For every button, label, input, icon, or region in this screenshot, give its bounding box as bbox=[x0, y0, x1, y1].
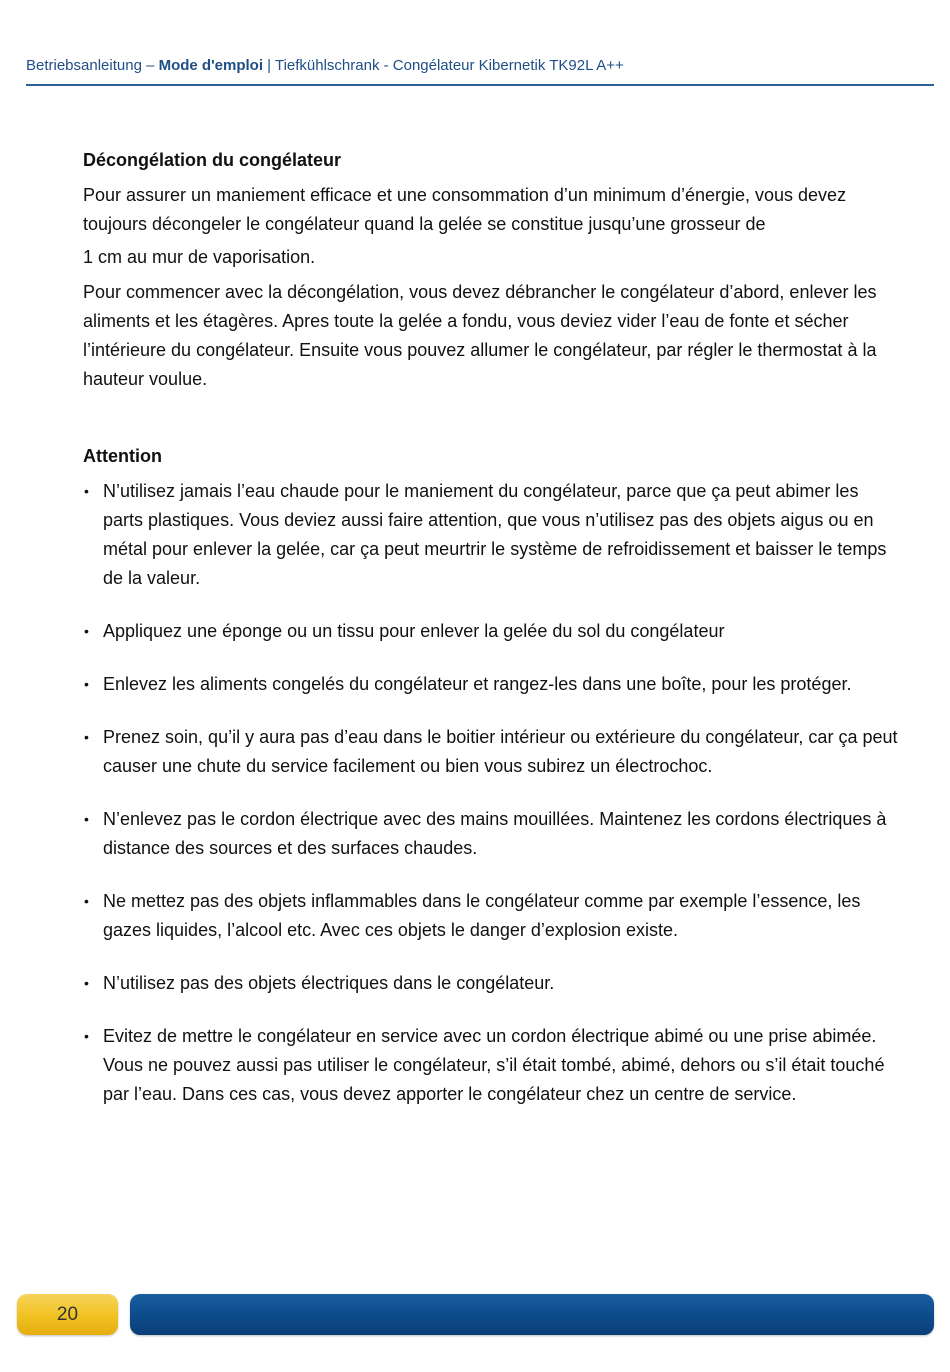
footer-bar bbox=[130, 1294, 934, 1335]
page-number: 20 bbox=[56, 1303, 79, 1325]
list-item-text: N’utilisez pas des objets électriques dans le congélateur. bbox=[103, 973, 555, 993]
list-item-text: N’utilisez jamais l’eau chaude pour le maniement du congélateur, parce que ça peut abimer les parts plastiques. Vous deviez aussi faire attention, que vous n’utilisez pas des objets aigus ou en métal pour enlever la gelée, car ça peut meurtrir le système de refroidissement et baisser le temps de la valeur. bbox=[103, 481, 887, 588]
running-header bbox=[26, 57, 624, 74]
list-item-text: Appliquez une éponge ou un tissu pour enlever la gelée du sol du congélateur bbox=[103, 621, 725, 641]
bullet-icon: • bbox=[84, 893, 89, 909]
page-content bbox=[83, 146, 898, 1133]
list-item-text: Prenez soin, qu’il y aura pas d’eau dans le boitier intérieur ou extérieure du congélateur, car ça peut causer une chute du service facilement ou bien vous subirez un électrochoc. bbox=[103, 727, 898, 776]
defrost-paragraph-2: Pour commencer avec la décongélation, vous devez débrancher le congélateur d’abord, enlever les aliments et les étagères. Apres toute la gelée a fondu, vous deviez vider l’eau de fonte et sécher l’intérieure du congélateur. Ensuite vous pouvez allumer le congélateur, par régler le thermostat à la hauteur voulue. bbox=[83, 282, 877, 389]
defrost-paragraph-1: Pour assurer un maniement efficace et une consommation d’un minimum d’énergie, vous devez toujours décongeler le congélateur quand la gelée se constitue jusqu’une grosseur de bbox=[83, 185, 847, 234]
header-divider bbox=[26, 84, 934, 86]
list-item bbox=[83, 1022, 898, 1109]
list-item bbox=[83, 887, 898, 945]
bullet-icon: • bbox=[84, 975, 89, 991]
list-item bbox=[83, 969, 898, 998]
list-item-text: Ne mettez pas des objets inflammables dans le congélateur comme par exemple l’essence, les gazes liquides, l’alcool etc. Avec ces objets le danger d’explosion existe. bbox=[103, 891, 861, 940]
bullet-icon: • bbox=[84, 729, 89, 745]
page-number-badge bbox=[17, 1294, 118, 1335]
header-product: | Tiefkühlschrank - Congélateur Kibernetik TK92L A++ bbox=[263, 57, 624, 74]
list-item bbox=[83, 477, 898, 593]
header-title-fr: Mode d'emploi bbox=[158, 57, 263, 74]
attention-list bbox=[83, 477, 898, 1109]
section-heading-attention: Attention bbox=[83, 446, 162, 466]
list-item-text: Evitez de mettre le congélateur en service avec un cordon électrique abimé ou une prise abimée. Vous ne pouvez aussi pas utiliser le congélateur, s’il était tombé, abimé, dehors ou s’il était touché par l’eau. Dans ces cas, vous devez apporter le congélateur chez un centre de service. bbox=[103, 1026, 885, 1104]
list-item bbox=[83, 805, 898, 863]
list-item bbox=[83, 670, 898, 699]
bullet-icon: • bbox=[84, 623, 89, 639]
list-item bbox=[83, 723, 898, 781]
section-heading-defrost: Décongélation du congélateur bbox=[83, 150, 342, 170]
header-title-de: Betriebsanleitung – bbox=[26, 57, 159, 74]
list-item-text: N’enlevez pas le cordon électrique avec des mains mouillées. Maintenez les cordons électriques à distance des sources et des surfaces chaudes. bbox=[103, 809, 887, 858]
bullet-icon: • bbox=[84, 1028, 89, 1044]
bullet-icon: • bbox=[84, 811, 89, 827]
list-item bbox=[83, 617, 898, 646]
list-item-text: Enlevez les aliments congelés du congélateur et rangez-les dans une boîte, pour les protéger. bbox=[103, 674, 852, 694]
bullet-icon: • bbox=[84, 483, 89, 499]
defrost-paragraph-1-cont: 1 cm au mur de vaporisation. bbox=[83, 247, 316, 267]
bullet-icon: • bbox=[84, 676, 89, 692]
